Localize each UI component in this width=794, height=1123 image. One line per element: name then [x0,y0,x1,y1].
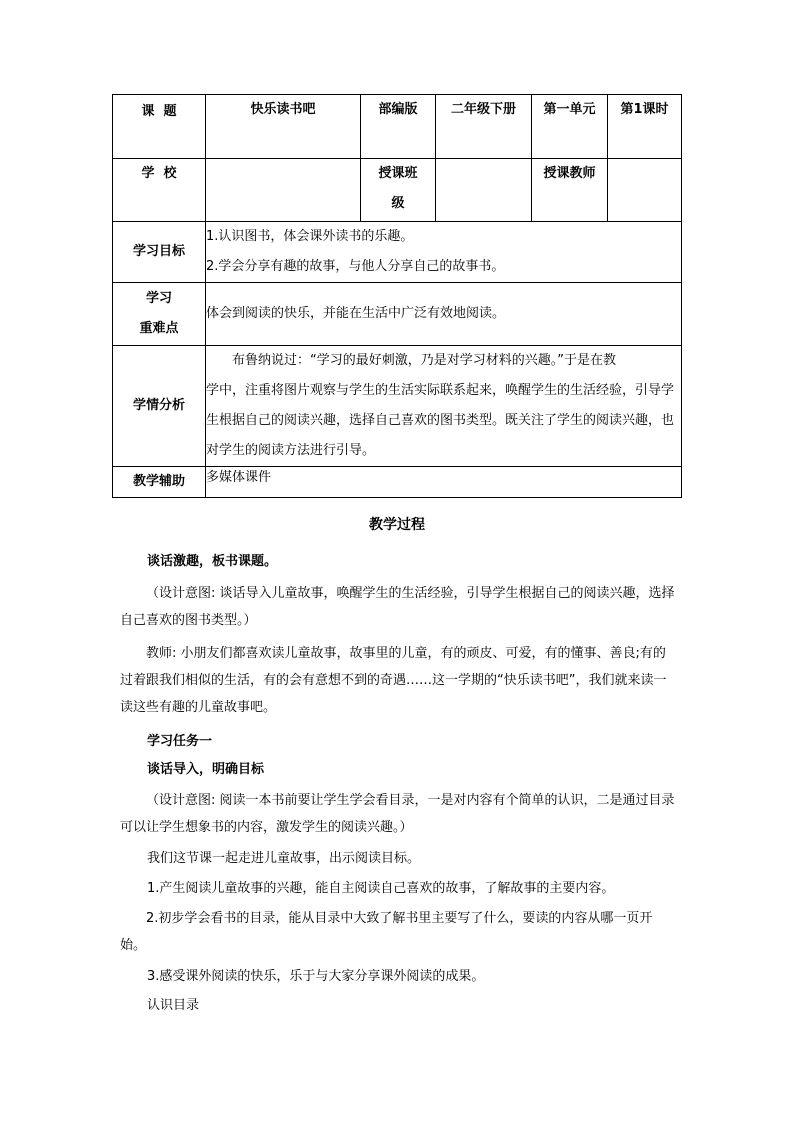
grade-value: 二年级下册 [450,102,516,117]
heading-task-1-goal: 谈话导入，明确目标 [147,762,265,777]
goal-line-1: 1.认识图书，体会课外读书的乐趣。 [206,229,414,244]
teacher-label: 授课教师 [543,166,596,181]
table-row [113,95,682,159]
unit-value: 第一单元 [543,102,596,117]
class-label: 授课班级 [378,166,418,211]
topic-label: 课 题 [141,104,177,119]
topic-value: 快乐读书吧 [250,102,316,117]
goal-line-2: 2.学会分享有趣的故事，与他人分享自己的故事书。 [206,259,505,274]
key-points-label-a: 学习 [145,291,172,306]
analysis-label: 学情分析 [132,398,185,413]
aids-text: 多媒体课件 [206,470,272,485]
key-points-text: 体会到阅读的快乐，并能在生活中广泛有效地阅读。 [206,306,506,321]
analysis-text-first: 布鲁纳说过：“学习的最好刺激，乃是对学习材料的兴趣。”于是在教 [232,353,616,368]
goal-item-1: 1.产生阅读儿童故事的兴趣，能自主阅读自己喜欢的故事，了解故事的主要内容。 [147,881,615,896]
table-row [113,159,682,222]
table-row [113,467,682,498]
goal-item-3: 3.感受课外阅读的快乐，乐于与大家分享课外阅读的成果。 [147,969,485,984]
table-row [113,283,682,346]
process-title: 教学过程 [369,517,425,533]
heading-task-1: 学习任务一 [147,734,213,749]
lesson-info-table [112,94,682,498]
paragraph-design-intent-2: （设计意图: 阅读一本书前要让学生学会看目录，一是对内容有个简单的认识，二是通过目录可以让学生想象书的内容，激发学生的阅读兴趣。） [120,793,675,835]
analysis-text-rest: 学中，注重将图片观察与学生的生活实际联系起来，唤醒学生的生活经验，引导学生根据自己的阅读兴趣，选择自己喜欢的图书类型。既关注了学生的阅读兴趣，也对学生的阅读方法进行引导。 [206,383,675,458]
paragraph-teacher-intro: 教师: 小朋友们都喜欢读儿童故事，故事里的儿童，有的顽皮、可爱，有的懂事、善良;有的过着跟我们相似的生活，有的会有意想不到的奇遇……这一学期的“快乐读书吧”，我们就来读一读这些有趣的儿童故事吧。 [120,646,667,715]
table-row [113,222,682,283]
goal-item-2: 2.初步学会看书的目录，能从目录中大致了解书里主要写了什么，要读的内容从哪一页开始。 [120,911,653,953]
paragraph-reading-goals: 我们这节课一起走进儿童故事，出示阅读目标。 [147,851,421,866]
key-points-label-b: 重难点 [139,321,179,336]
paragraph-design-intent-1: （设计意图: 谈话导入儿童故事，唤醒学生的生活经验，引导学生根据自己的阅读兴趣，选择自己喜欢的图书类型。） [120,586,675,628]
goals-label: 学习目标 [132,244,185,259]
heading-intro: 谈话激趣，板书课题。 [147,554,278,569]
edition-value: 部编版 [378,102,418,117]
school-label: 学 校 [141,166,177,181]
paragraph-toc: 认识目录 [147,998,200,1013]
table-row [113,346,682,467]
aids-label: 教学辅助 [132,474,185,489]
lesson-number-value: 第1课时 [620,102,669,117]
